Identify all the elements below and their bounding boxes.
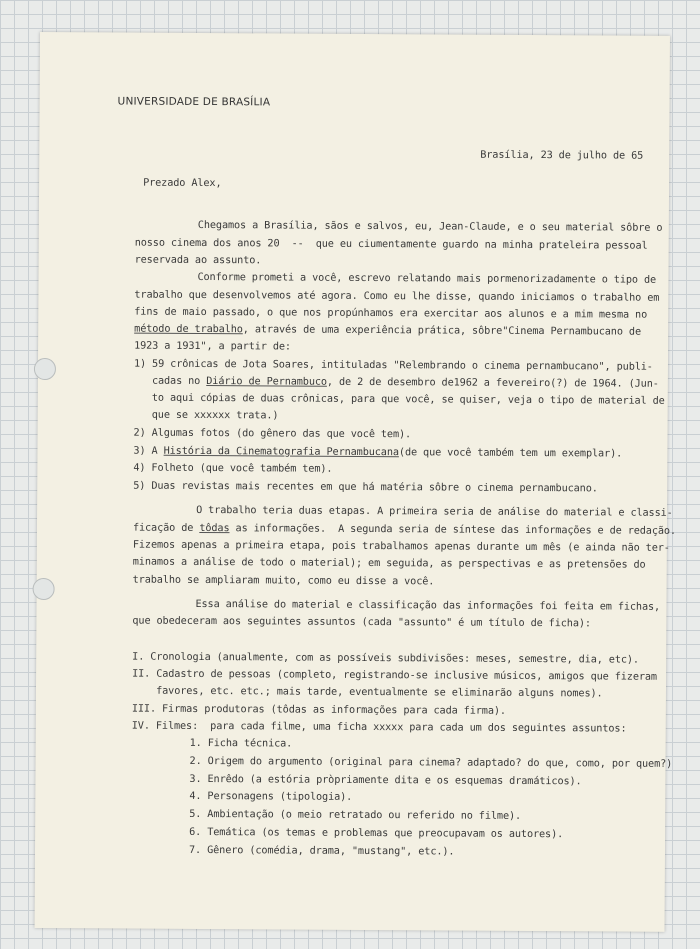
film-topic: 6. Temática (os temas e problemas que preocupavam os autores). <box>189 826 564 841</box>
newspaper-title: Diário de Pernambuco <box>206 376 327 388</box>
punch-hole-bottom <box>33 578 55 600</box>
source-item-3 <box>133 446 622 461</box>
category-line: III. Firmas produtoras (tôdas as informações para cada firma). <box>131 703 506 717</box>
all-underlined: tôdas <box>199 522 230 535</box>
paragraph-2-line <box>134 324 641 339</box>
source-item-1-line: to aqui cópias de duas crônicas, para que você, se quiser, veja o tipo de material de <box>133 392 665 407</box>
paragraph-1-line: nosso cinema dos anos 20 -- que eu ciumentamente guardo na minha prateleira pessoal <box>134 237 648 252</box>
paragraph-2-line: fins de maio passado, o que nos propúnhamos era exercitar aos alunos e a mim mesma no <box>134 306 648 321</box>
punch-hole-top <box>34 358 56 380</box>
source-item-2: 2) Algumas fotos (do gênero das que você tem). <box>133 427 412 441</box>
film-topic: 7. Gênero (comédia, drama, "mustang", etc.). <box>188 844 455 858</box>
source-item-4: 4) Folheto (que você também tem). <box>133 462 333 475</box>
source-item-5: 5) Duas revistas mais recentes em que há matéria sôbre o cinema pernambucano. <box>133 480 598 495</box>
category-line: I. Cronologia (anualmente, com as possíveis subdivisões: meses, semestre, dia, etc). <box>132 651 640 666</box>
paragraph-4-line: que obedeceram aos seguintes assuntos (cada "assunto" é um título de ficha): <box>132 615 591 630</box>
source-text: , de 2 de desembro de1962 a fevereiro(?) de 1964. (Jun- <box>326 376 659 390</box>
film-topic: 3. Enrêdo (a estória pròpriamente dita e os esquemas dramáticos). <box>189 773 582 788</box>
category-line: favores, etc. etc.; mais tarde, eventualmente se eliminarão alguns nomes). <box>131 685 603 700</box>
paragraph-2-text: , através de uma experiência prática, sôbre"Cinema Pernambucano de <box>242 324 642 338</box>
book-title: História da Cinematografia Pernambucana <box>163 445 399 459</box>
letter-date: Brasília, 23 de julho de 65 <box>480 149 644 162</box>
paragraph-1-line: Chegamos a Brasília, sãos e salvos, eu, Jean-Claude, e o seu material sôbre o <box>197 219 663 234</box>
source-text: 3) A <box>133 445 164 457</box>
film-topic: 1. Ficha técnica. <box>189 737 293 750</box>
letterhead: UNIVERSIDADE DE BRASÍLIA <box>117 95 271 109</box>
paragraph-3-line: minamos a análise de todo o material); em seguida, as perspectivas e as pretensões do <box>132 556 646 571</box>
film-topic: 4. Personagens (tipologia). <box>189 790 353 803</box>
paragraph-3-line: Fizemos apenas a primeira etapa, pois trabalhamos apenas durante um mês (e ainda não ter- <box>132 539 670 554</box>
paragraph-2-line: Conforme prometi a você, escrevo relatando mais pormenorizadamente o tipo de <box>197 271 657 286</box>
source-item-1-line: que se xxxxxx trata.) <box>133 409 279 422</box>
paragraph-2-line: trabalho que desenvolvemos até agora. Como eu lhe disse, quando iniciamos o trabalho em <box>134 289 660 304</box>
source-text: cadas no <box>133 375 207 388</box>
paragraph-3-line: trabalho se ampliaram muito, como eu disse a você. <box>132 574 435 588</box>
paragraph-3-text: ficação de <box>132 522 200 534</box>
paragraph-3-text: as informações. A segunda seria de síntese das informações e de redação. <box>229 523 677 537</box>
film-topic: 5. Ambientação (o meio retratado ou referido no filme). <box>189 808 522 822</box>
source-text: (de que você também tem um exemplar). <box>398 447 623 460</box>
source-item-1-line <box>134 376 659 391</box>
category-line: IV. Filmes: para cada filme, uma ficha xxxxx para cada um dos seguintes assuntos: <box>131 720 627 735</box>
category-line: II. Cadastro de pessoas (completo, registrando-se inclusive músicos, amigos que fizeram <box>132 668 658 683</box>
paragraph-1-line: reservada ao assunto. <box>134 254 262 267</box>
salutation: Prezado Alex, <box>143 177 222 190</box>
film-topic: 2. Origem do argumento (original para cinema? adaptado? do que, como, por quem?) <box>189 755 673 770</box>
paragraph-2-line: 1923 a 1931", a partir de: <box>134 340 291 353</box>
paragraph-3-line: O trabalho teria duas etapas. A primeira seria de análise do material e classi- <box>196 504 673 519</box>
source-item-1-line: 1) 59 crônicas de Jota Soares, intituladas "Relembrando o cinema pernambucano", publi- <box>133 358 653 373</box>
letter-page <box>35 32 677 932</box>
paragraph-3-line <box>133 523 676 538</box>
paragraph-4-line: Essa análise do material e classificação das informações foi feita em fichas, <box>195 598 661 613</box>
method-underlined: método de trabalho <box>134 323 243 336</box>
